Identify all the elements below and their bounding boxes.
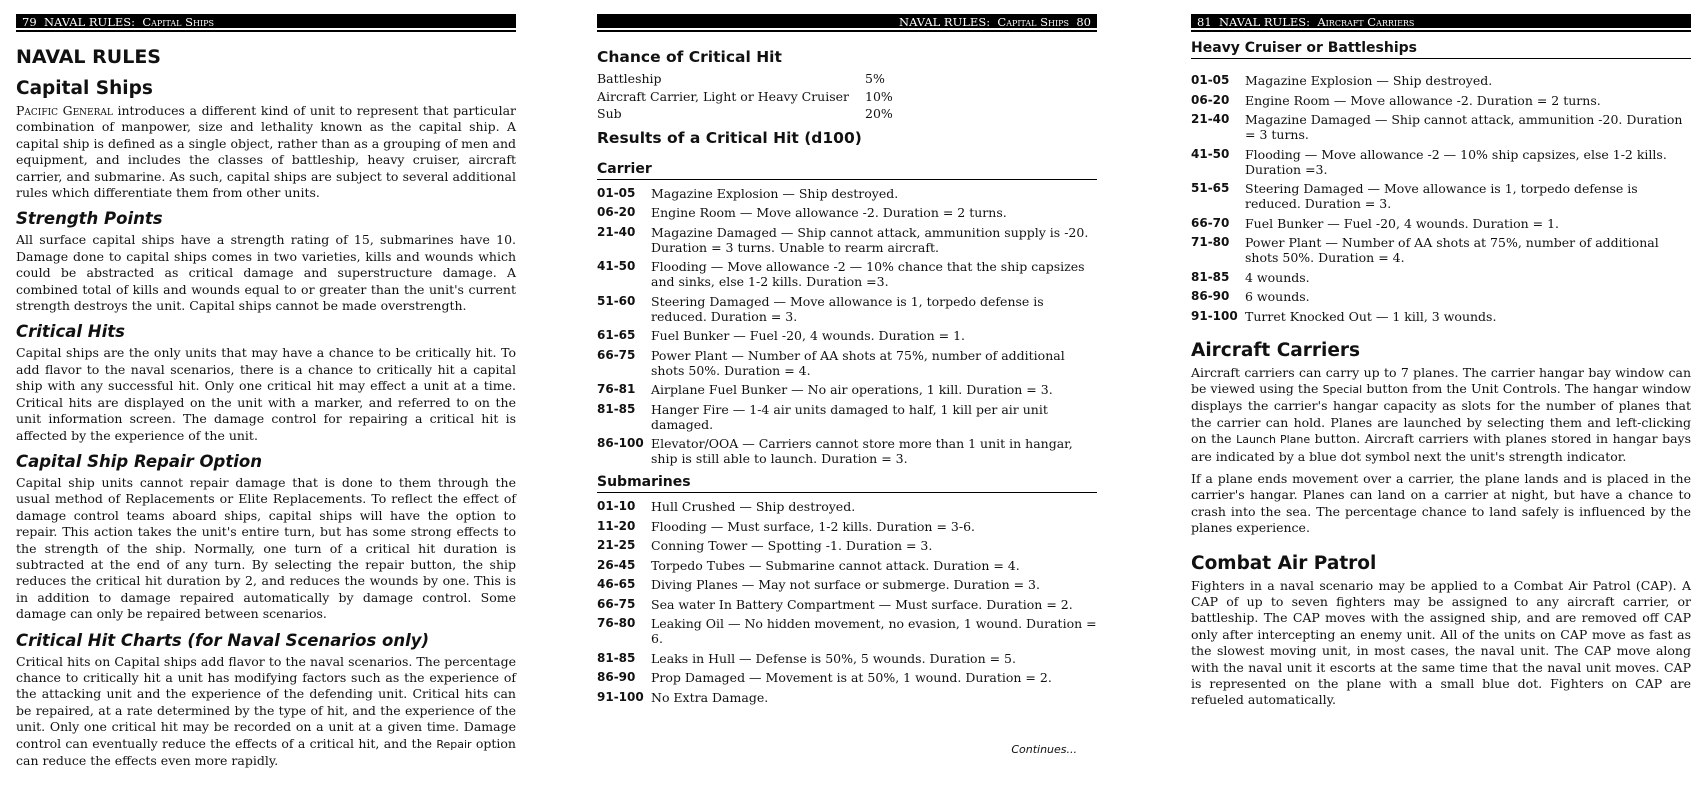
- table-row: [597, 225, 1097, 255]
- roll-range: 76-80: [597, 616, 636, 630]
- table-row: [597, 402, 1097, 432]
- roll-result: Fuel Bunker — Fuel -20, 4 wounds. Duration = 1.: [651, 328, 966, 343]
- main-title: NAVAL RULES: [16, 46, 161, 68]
- submarines-heading: Submarines: [597, 474, 1097, 493]
- combat-air-patrol-paragraph: Fighters in a naval scenario may be applied to a Combat Air Patrol (CAP). A CAP of up to seven fighters may be assigned to any aircraft carrier, or battleship. The CAP moves with the assigned ship, and are removed off CAP only after intercepting an enemy unit. All of the units on CAP move as fast as the slowest moving unit, in most cases, the naval unit. The CAP move along with the naval unit it escorts at the same time that the naval unit moves. CAP is represented on the plane with a small blue dot. Fighters on CAP are refueled automatically.: [1191, 577, 1691, 708]
- roll-result: Leaking Oil — No hidden movement, no evasion, 1 wound. Duration = 6.: [651, 616, 1097, 646]
- table-row: [1191, 181, 1691, 211]
- carrier-table: [597, 186, 1097, 467]
- roll-result: Hanger Fire — 1-4 air units damaged to half, 1 kill per air unit damaged.: [651, 401, 1048, 432]
- page-80: [597, 14, 1097, 756]
- roll-range: 06-20: [1191, 92, 1230, 107]
- roll-result: Power Plant — Number of AA shots at 75%, number of additional shots 50%. Duration = 4.: [651, 347, 1065, 378]
- roll-result: Steering Damaged — Move allowance is 1, torpedo defense is reduced. Duration = 3.: [651, 293, 1044, 324]
- carriers-text: Aircraft carriers can carry up to 7 planes. The carrier hangar bay window can be viewed using the: [1191, 364, 1691, 396]
- table-row: [1191, 235, 1691, 265]
- table-row: [1191, 73, 1691, 88]
- roll-result: No Extra Damage.: [651, 689, 769, 705]
- roll-result: Magazine Damaged — Ship cannot attack, ammunition -20. Duration = 3 turns.: [1245, 112, 1683, 142]
- game-title: Pacific General: [16, 103, 113, 118]
- page-79: [16, 14, 516, 775]
- heavy-cruiser-table: [1191, 73, 1691, 324]
- table-row: [1191, 289, 1691, 304]
- roll-range: 01-05: [1191, 73, 1230, 87]
- intro-paragraph: [16, 103, 516, 201]
- repair-paragraph: Capital ship units cannot repair damage that is done to them through the usual method of Replacements or Elite Replacements. To reflect the effect of damage control teams aboard ships, capital ships will have the option to repair. This action takes the unit's entire turn, but has some strong effects to the strength of the ship. Normally, one turn of a critical hit duration is subtracted at the end of any turn. By selecting the repair button, the ship reduces the critical hit duration by 2, and reduces the wounds by one. This is in addition to damage repaired automatically by damage control. Some damage can only be repaired between scenarios.: [16, 474, 516, 622]
- repair-ui-label: Repair: [436, 737, 472, 751]
- roll-range: 86-90: [597, 670, 636, 684]
- table-row: [597, 538, 1097, 553]
- charts-text-end: option can reduce the effects even more rapidly.: [16, 735, 516, 768]
- roll-range: 21-40: [597, 224, 636, 239]
- roll-range: 51-65: [1191, 181, 1230, 195]
- roll-range: 86-90: [1191, 289, 1230, 303]
- table-row: [597, 597, 1097, 612]
- roll-range: 81-85: [597, 650, 636, 665]
- roll-result: Elevator/OOA — Carriers cannot store more than 1 unit in hangar, ship is still able to launch. Duration = 3.: [651, 436, 1073, 466]
- roll-result: Flooding — Move allowance -2 — 10% chance that the ship capsizes and sinks, else 1-2 kills. Duration =3.: [651, 259, 1085, 289]
- submarines-table: [597, 499, 1097, 705]
- roll-result: Engine Room — Move allowance -2. Duration = 2 turns.: [1245, 92, 1601, 108]
- roll-range: 01-05: [597, 185, 636, 200]
- roll-range: 66-75: [597, 596, 636, 611]
- roll-range: 66-70: [1191, 215, 1230, 230]
- table-row: [1191, 309, 1691, 324]
- table-row: [597, 651, 1097, 666]
- repair-title: Capital Ship Repair Option: [16, 451, 262, 471]
- roll-result: Torpedo Tubes — Submarine cannot attack. Duration = 4.: [651, 557, 1020, 573]
- aircraft-carriers-title: Aircraft Carriers: [1191, 339, 1361, 361]
- roll-range: 21-25: [597, 538, 636, 552]
- roll-range: 81-85: [597, 401, 636, 416]
- table-row: [597, 499, 1097, 514]
- chance-row: [597, 88, 1097, 106]
- table-row: [1191, 93, 1691, 108]
- roll-range: 11-20: [597, 518, 636, 533]
- table-row: [597, 577, 1097, 592]
- table-row: [597, 259, 1097, 289]
- table-row: [597, 558, 1097, 573]
- page-header: [1191, 14, 1691, 30]
- roll-range: 06-20: [597, 205, 636, 219]
- roll-result: Flooding — Must surface, 1-2 kills. Duration = 3-6.: [651, 518, 975, 534]
- chance-value: 5%: [865, 71, 885, 86]
- header-prefix: NAVAL RULES:: [899, 15, 991, 29]
- roll-range: 26-45: [597, 557, 636, 572]
- page-header: [597, 14, 1097, 30]
- chance-label: Aircraft Carrier, Light or Heavy Cruiser: [597, 88, 850, 104]
- carriers-text: button from the Unit Controls. The hangar window displays the carrier's hangar capacity as slots for the number of planes that the carrier can hold. Planes are launched by selecting them and left-clicking on the: [1191, 380, 1691, 447]
- chance-label: Battleship: [597, 71, 662, 86]
- critical-hits-title: Critical Hits: [16, 322, 125, 342]
- roll-result: Steering Damaged — Move allowance is 1, torpedo defense is reduced. Duration = 3.: [1245, 181, 1638, 211]
- header-prefix: NAVAL RULES:: [1218, 15, 1311, 29]
- roll-result: Fuel Bunker — Fuel -20, 4 wounds. Duration = 1.: [1245, 215, 1560, 231]
- critical-hits-paragraph: Capital ships are the only units that may have a chance to be critically hit. To add flavor to the naval scenarios, there is a chance to critically hit a capital ship with any successful hit. Only one critical hit may effect a unit at a time. Critical hits are displayed on the unit with a marker, and referred to on the unit information screen. The damage control for repairing a critical hit is affected by the experience of the unit.: [16, 345, 516, 443]
- section-title: Capital Ships: [16, 78, 153, 99]
- roll-range: 61-65: [597, 328, 636, 342]
- table-row: [597, 328, 1097, 343]
- header-section: Aircraft Carriers: [1317, 15, 1415, 29]
- roll-result: Magazine Explosion — Ship destroyed.: [651, 185, 899, 201]
- table-row: [597, 616, 1097, 646]
- roll-result: 6 wounds.: [1245, 289, 1310, 304]
- header-prefix: NAVAL RULES:: [43, 15, 136, 29]
- charts-paragraph: [16, 654, 516, 770]
- page-header: [16, 14, 516, 30]
- table-row: [597, 186, 1097, 201]
- heavy-cruiser-heading: Heavy Cruiser or Battleships: [1191, 40, 1691, 59]
- combat-air-patrol-title: Combat Air Patrol: [1191, 552, 1377, 574]
- table-row: [597, 690, 1097, 705]
- table-row: [597, 382, 1097, 397]
- page-number: 81: [1197, 15, 1212, 29]
- roll-range: 51-60: [597, 293, 636, 308]
- table-row: [597, 670, 1097, 685]
- aircraft-carriers-paragraph-2: If a plane ends movement over a carrier, the plane lands and is placed in the carrier's hangar. Planes can land on a carrier at night, but have a chance to crash into the sea. The percentage chance to land safely is influenced by the planes experience.: [1191, 470, 1691, 536]
- roll-result: Magazine Damaged — Ship cannot attack, ammunition supply is -20. Duration = 3 turns. Unable to rearm aircraft.: [651, 224, 1089, 255]
- roll-result: Magazine Explosion — Ship destroyed.: [1245, 73, 1493, 88]
- results-title: Results of a Critical Hit (d100): [597, 128, 862, 147]
- table-row: [597, 348, 1097, 378]
- roll-range: 91-100: [1191, 308, 1238, 323]
- roll-result: Turret Knocked Out — 1 kill, 3 wounds.: [1245, 308, 1497, 324]
- roll-result: Prop Damaged — Movement is at 50%, 1 wound. Duration = 2.: [651, 670, 1052, 685]
- strength-title: Strength Points: [16, 209, 163, 229]
- page-81: [1191, 14, 1691, 715]
- roll-result: Leaks in Hull — Defense is 50%, 5 wounds. Duration = 5.: [651, 650, 1016, 666]
- charts-title: Critical Hit Charts (for Naval Scenarios only): [16, 630, 430, 650]
- roll-result: Power Plant — Number of AA shots at 75%, number of additional shots 50%. Duration = 4.: [1245, 235, 1659, 265]
- roll-result: Flooding — Move allowance -2 — 10% ship capsizes, else 1-2 kills. Duration =3.: [1245, 146, 1667, 177]
- carrier-heading: Carrier: [597, 161, 1097, 180]
- launch-plane-button-label: Launch Plane: [1236, 433, 1311, 447]
- table-row: [597, 205, 1097, 220]
- roll-result: Conning Tower — Spotting -1. Duration = 3.: [651, 538, 933, 553]
- aircraft-carriers-paragraph-1: [1191, 365, 1691, 465]
- intro-text: introduces a different kind of unit to represent that particular combination of manpower, size and lethality known as the capital ship. A capital ship is defined as a single object, rather than as a grouping of men and equipment, and includes the classes of battleship, heavy cruiser, aircraft carrier, and submarine. As such, capital ships are subject to several additional rules which differentiate them from other units.: [16, 103, 517, 201]
- chance-row: [597, 70, 1097, 88]
- chance-value: 20%: [865, 106, 893, 121]
- carriers-text: button. Aircraft carriers with planes stored in hangar bays are indicated by a blue dot symbol next the unit's strength indicator.: [1191, 431, 1692, 464]
- table-row: [1191, 112, 1691, 142]
- roll-result: Sea water In Battery Compartment — Must surface. Duration = 2.: [651, 596, 1073, 612]
- table-row: [1191, 216, 1691, 231]
- chance-title: Chance of Critical Hit: [597, 48, 782, 66]
- page-number: 79: [22, 15, 37, 29]
- header-section: Capital Ships: [142, 15, 214, 29]
- charts-text: Critical hits on Capital ships add flavor to the naval scenarios. The percentage chance to critically hit a unit has modifying factors such as the experience of the attacking unit and the experience of the defending unit. Critical hits can be repaired, at a rate determined by the type of hit, and the experience of the unit. Only one critical hit may be recorded on a unit at a given time. Damage control can eventually reduce the effects of a critical hit, and the: [16, 653, 516, 751]
- header-section: Capital Ships: [997, 15, 1070, 29]
- chance-value: 10%: [865, 88, 893, 104]
- table-row: [597, 294, 1097, 324]
- table-row: [597, 519, 1097, 534]
- roll-range: 66-75: [597, 347, 636, 362]
- roll-range: 91-100: [597, 689, 644, 704]
- roll-range: 71-80: [1191, 235, 1230, 249]
- roll-range: 81-85: [1191, 269, 1230, 284]
- chance-label: Sub: [597, 106, 622, 121]
- roll-result: Diving Planes — May not surface or submerge. Duration = 3.: [651, 577, 1040, 592]
- roll-range: 76-81: [597, 382, 636, 396]
- table-row: [597, 436, 1097, 466]
- roll-range: 41-50: [1191, 146, 1230, 161]
- roll-result: Hull Crushed — Ship destroyed.: [651, 499, 856, 514]
- page-number: 80: [1076, 15, 1091, 29]
- strength-paragraph: All surface capital ships have a strength rating of 15, submarines have 10. Damage done to capital ships comes in two varieties, kills and wounds which could be abstracted as critical damage and superstructure damage. A combined total of kills and wounds equal to or greater than the unit's current strength destroys the unit. Capital ships cannot be made overstrength.: [16, 232, 516, 314]
- roll-range: 21-40: [1191, 112, 1230, 126]
- table-row: [1191, 270, 1691, 285]
- roll-range: 01-10: [597, 499, 636, 513]
- roll-result: Engine Room — Move allowance -2. Duration = 2 turns.: [651, 205, 1007, 220]
- chance-table: [597, 70, 1097, 123]
- continues-note: Continues...: [1011, 742, 1077, 756]
- table-row: [1191, 147, 1691, 177]
- roll-range: 41-50: [597, 259, 636, 273]
- chance-row: [597, 105, 1097, 123]
- roll-range: 86-100: [597, 436, 644, 450]
- roll-result: Airplane Fuel Bunker — No air operations, 1 kill. Duration = 3.: [651, 382, 1053, 397]
- special-button-label: Special: [1322, 382, 1363, 396]
- roll-result: 4 wounds.: [1245, 269, 1310, 285]
- roll-range: 46-65: [597, 577, 636, 591]
